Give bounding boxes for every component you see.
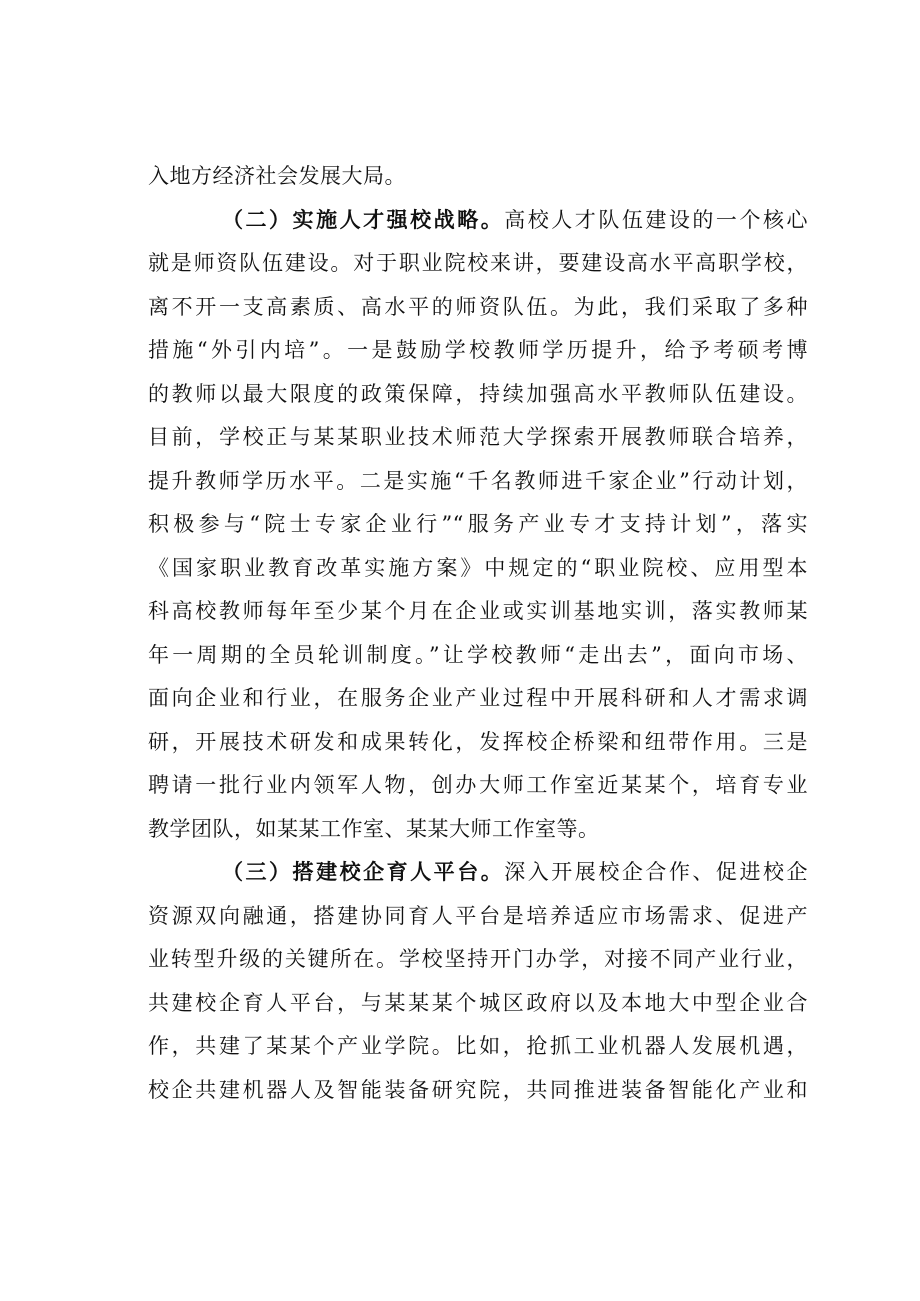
text-line: 就是师资队伍建设。对于职业院校来讲，要建设高水平高职学校， [148,251,808,275]
section-heading-line [148,199,808,243]
text-line: 的教师以最大限度的政策保障，持续加强高水平教师队伍建设。 [148,381,808,406]
text-line: 教学团队，如某某工作室、某某大师工作室等。 [148,816,600,841]
text-line: 离不开一支高素质、高水平的师资队伍。为此，我们采取了多种 [148,294,808,319]
section-heading: （二）实施人才强校战略。 [222,207,505,232]
text-line: 目前，学校正与某某职业技术师范大学探索开展教师联合培养， [148,425,808,449]
text-line: 资源双向融通，搭建协同育人平台是培养适应市场需求、促进产 [148,903,808,928]
text-segment: 高校人才队伍建设的一个核心 [504,207,808,232]
text-line: 聘请一批行业内领军人物，创办大师工作室近某某个，培育专业 [148,773,808,797]
section-heading: （三）搭建校企育人平台。 [222,860,505,884]
text-line: 业转型升级的关键所在。学校坚持开门办学，对接不同产业行业， [148,947,808,971]
document-page [148,155,808,1112]
text-line: 作，共建了某某个产业学院。比如，抢抓工业机器人发展机遇， [148,1034,808,1058]
text-line: 积极参与“院士专家企业行”“服务产业专才支持计划”，落实 [148,512,808,536]
section-heading-line [148,851,808,895]
text-line: 科高校教师每年至少某个月在企业或实训基地实训，落实教师某 [148,599,808,623]
text-line: 措施“外引内培”。一是鼓励学校教师学历提升，给予考硕考博 [148,338,808,362]
text-segment: 深入开展校企合作、促进校企 [504,860,808,884]
text-line: 《国家职业教育改革实施方案》中规定的“职业院校、应用型本 [148,555,808,580]
text-line: 入地方经济社会发展大局。 [148,164,406,188]
text-line: 研，开展技术研发和成果转化，发挥校企桥梁和纽带作用。三是 [148,729,808,754]
text-line: 校企共建机器人及智能装备研究院，共同推进装备智能化产业和 [148,1077,808,1102]
text-line: 共建校企育人平台，与某某某个城区政府以及本地大中型企业合 [148,990,808,1015]
text-line: 提升教师学历水平。二是实施“千名教师进千家企业”行动计划， [148,468,808,493]
text-line: 年一周期的全员轮训制度。”让学校教师“走出去”，面向市场、 [148,642,808,667]
text-line: 面向企业和行业，在服务企业产业过程中开展科研和人才需求调 [148,686,808,710]
